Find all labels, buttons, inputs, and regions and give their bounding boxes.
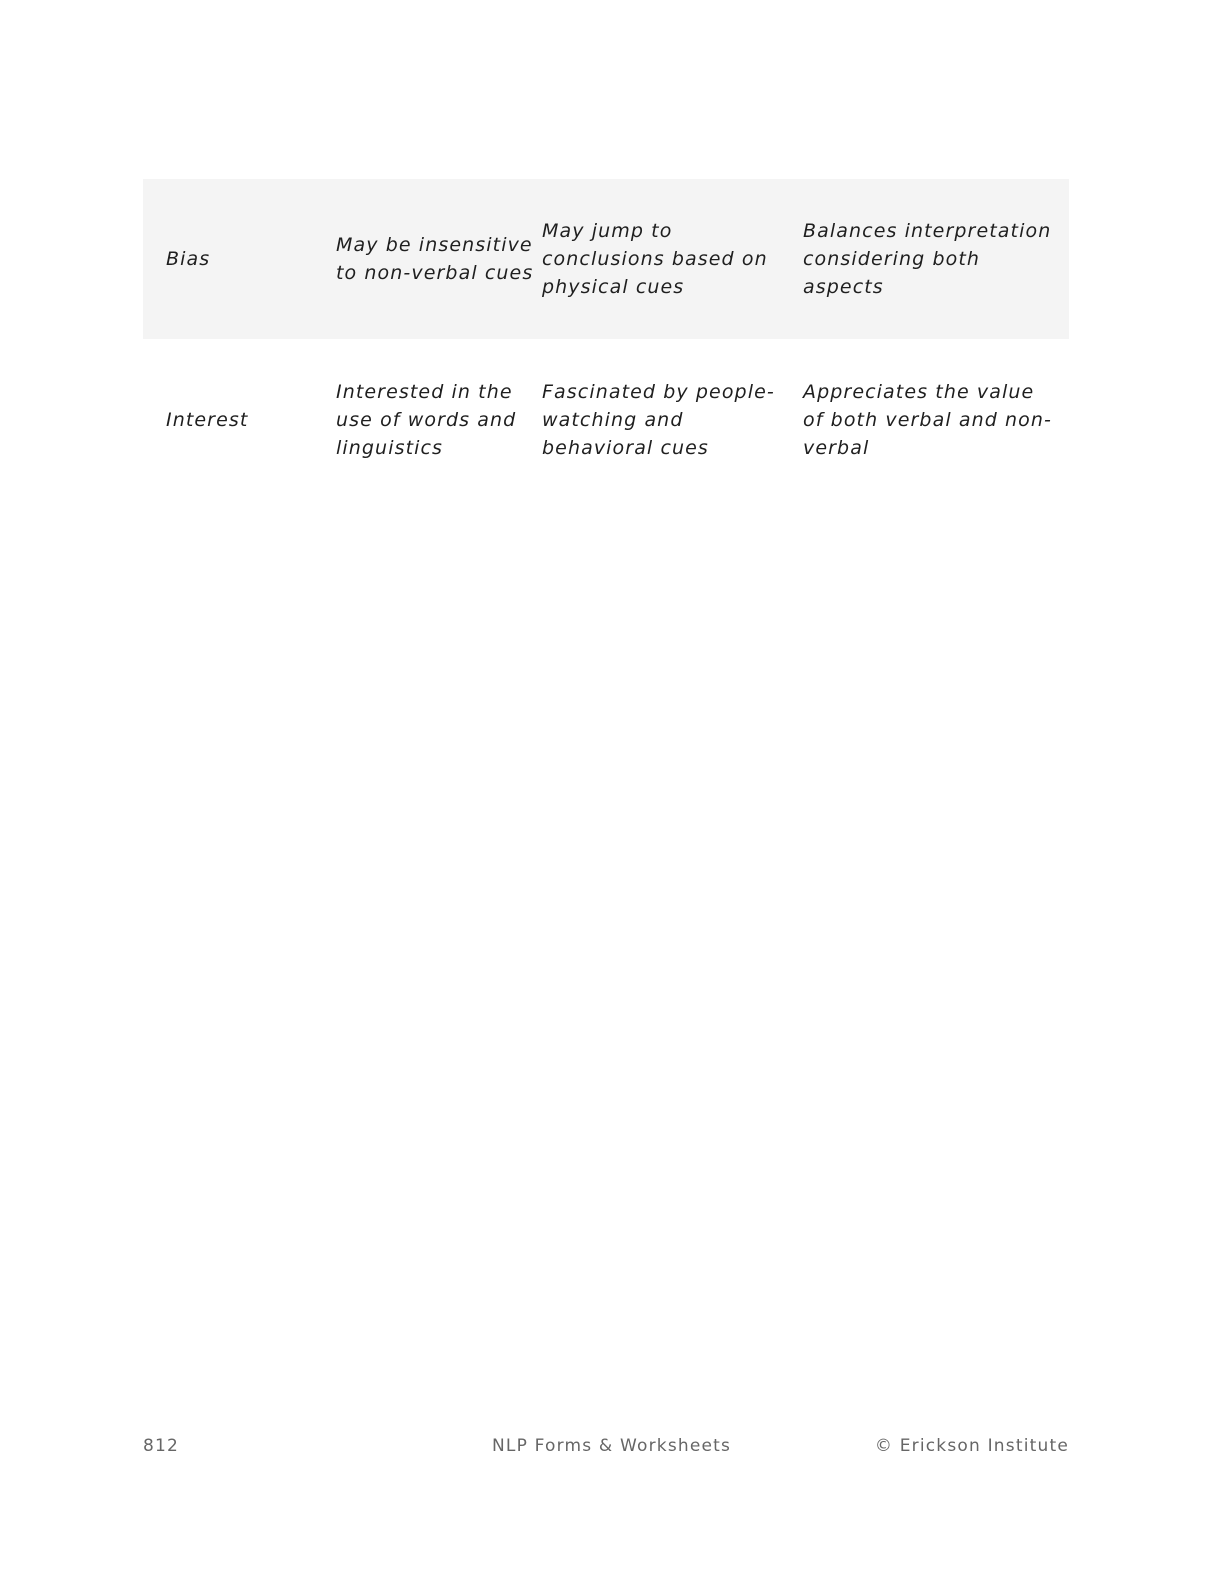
row-label: Interest [166, 409, 249, 431]
comparison-table [143, 179, 1069, 501]
table-cell: Fascinated by people-watching and behavioral cues [542, 381, 775, 459]
page-number: 812 [143, 1436, 180, 1456]
table-cell: Balances interpretation considering both aspects [803, 220, 1052, 298]
table-row [143, 179, 1069, 339]
table-cell: Appreciates the value of both verbal and non-verbal [803, 381, 1052, 459]
table-cell: May be insensitive to non-verbal cues [336, 234, 534, 284]
table-row [143, 339, 1069, 501]
table-cell: Interested in the use of words and linguistics [336, 381, 517, 459]
page-footer [143, 1436, 1069, 1460]
row-label: Bias [166, 248, 211, 270]
table-cell: May jump to conclusions based on physical cues [542, 220, 768, 298]
copyright-notice: © Erickson Institute [874, 1436, 1069, 1456]
document-title: NLP Forms & Worksheets [492, 1436, 732, 1456]
